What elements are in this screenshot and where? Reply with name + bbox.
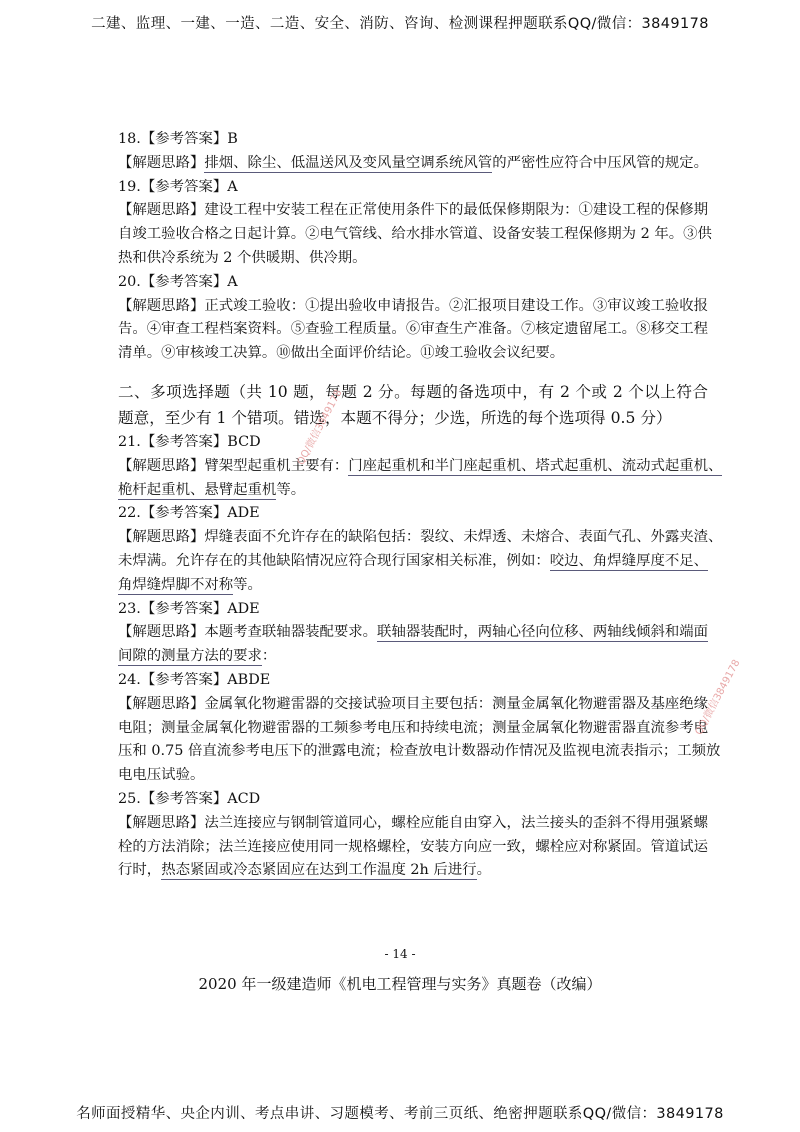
explanation-20-line1: 【解题思路】正式竣工验收：①提出验收申请报告。②汇报项目建设工作。③审议竣工验收报 <box>118 297 709 314</box>
section-heading-line1: 二、多项选择题（共 10 题，每题 2 分。每题的备选项中，有 2 个或 2 个以上符合 <box>118 382 708 401</box>
explanation-24-line3: 压和 0.75 倍直流参考电压下的泄露电流；检查放电计数器动作情况及监视电流表指示；工频放 <box>118 743 721 760</box>
explanation-20-line3: 清单。⑨审核竣工决算。⑩做出全面评价结论。⑪竣工验收会议纪要。 <box>118 345 565 362</box>
answer-18: 18.【参考答案】B <box>118 131 238 147</box>
watermark-1: QQ/微信3849178 <box>295 388 345 468</box>
answer-23: 23.【参考答案】ADE <box>118 600 260 617</box>
page-footer: 名师面授精华、央企内训、考点串讲、习题模考、考前三页纸、绝密押题联系QQ/微信：3849178 <box>76 1106 724 1122</box>
explanation-25-line3: 行时，热态紧固或冷态紧固应在达到工作温度 2h 后进行。 <box>118 862 491 879</box>
answer-19: 19.【参考答案】A <box>118 178 238 195</box>
answer-24: 24.【参考答案】ABDE <box>118 671 271 688</box>
document-title: 2020 年一级建造师《机电工程管理与实务》真题卷（改编） <box>198 975 602 993</box>
explanation-18: 【解题思路】排烟、除尘、低温送风及变风量空调系统风管的严密性应符合中压风管的规定。 <box>118 154 709 171</box>
answer-25: 25.【参考答案】ACD <box>118 790 261 807</box>
section-heading-line2: 题意，至少有 1 个错项。错选，本题不得分；少选，所选的每个选项得 0.5 分） <box>118 408 672 427</box>
explanation-22-line2: 未焊满。允许存在的其他缺陷情况应符合现行国家相关标准，例如：咬边、角焊缝厚度不足、 <box>118 552 709 569</box>
page-header: 二建、监理、一建、一造、二造、安全、消防、咨询、检测课程押题联系QQ/微信：3849178 <box>91 16 709 32</box>
explanation-22-line3: 角焊缝焊脚不对称等。 <box>118 576 262 593</box>
answer-22: 22.【参考答案】ADE <box>118 505 260 522</box>
explanation-24-line1: 【解题思路】金属氧化物避雷器的交接试验项目主要包括：测量金属氧化物避雷器及基座绝缘 <box>118 695 709 712</box>
explanation-25-line2: 栓的方法消除；法兰连接应使用同一规格螺栓，安装方向应一致，螺栓应对称紧固。管道试运 <box>118 838 709 855</box>
page-number: - 14 - <box>384 947 416 961</box>
explanation-24-line2: 电阻；测量金属氧化物避雷器的工频参考电压和持续电流；测量金属氧化物避雷器直流参考电 <box>118 719 709 736</box>
answer-20: 20.【参考答案】A <box>118 273 238 290</box>
answer-21: 21.【参考答案】BCD <box>118 433 261 450</box>
explanation-19-line2: 自竣工验收合格之日起计算。②电气管线、给水排水管道、设备安装工程保修期为 2 年。③供 <box>118 226 712 243</box>
explanation-25-line1: 【解题思路】法兰连接应与钢制管道同心，螺栓应能自由穿入，法兰接头的歪斜不得用强紧螺 <box>118 814 709 831</box>
explanation-22-line1: 【解题思路】焊缝表面不允许存在的缺陷包括：裂纹、未焊透、未熔合、表面气孔、外露夹渣、 <box>118 529 723 546</box>
explanation-19-line3: 热和供冷系统为 2 个供暖期、供冷期。 <box>118 249 367 266</box>
watermark-2: QQ/微信3849178 <box>693 658 743 738</box>
explanation-23-line1: 【解题思路】本题考查联轴器装配要求。联轴器装配时，两轴心径向位移、两轴线倾斜和端面 <box>118 624 709 641</box>
explanation-21-line1: 【解题思路】臂架型起重机主要有：门座起重机和半门座起重机、塔式起重机、流动式起重机、 <box>118 457 723 474</box>
explanation-23-line2: 间隙的测量方法的要求： <box>118 648 277 665</box>
explanation-19-line1: 【解题思路】建设工程中安装工程在正常使用条件下的最低保修期限为：①建设工程的保修期 <box>118 202 709 219</box>
explanation-24-line4: 电电压试验。 <box>118 767 205 784</box>
explanation-21-line2: 桅杆起重机、悬臂起重机等。 <box>118 481 306 498</box>
explanation-20-line2: 告。④审查工程档案资料。⑤查验工程质量。⑥审查生产准备。⑦核定遗留尾工。⑧移交工程 <box>118 321 709 338</box>
